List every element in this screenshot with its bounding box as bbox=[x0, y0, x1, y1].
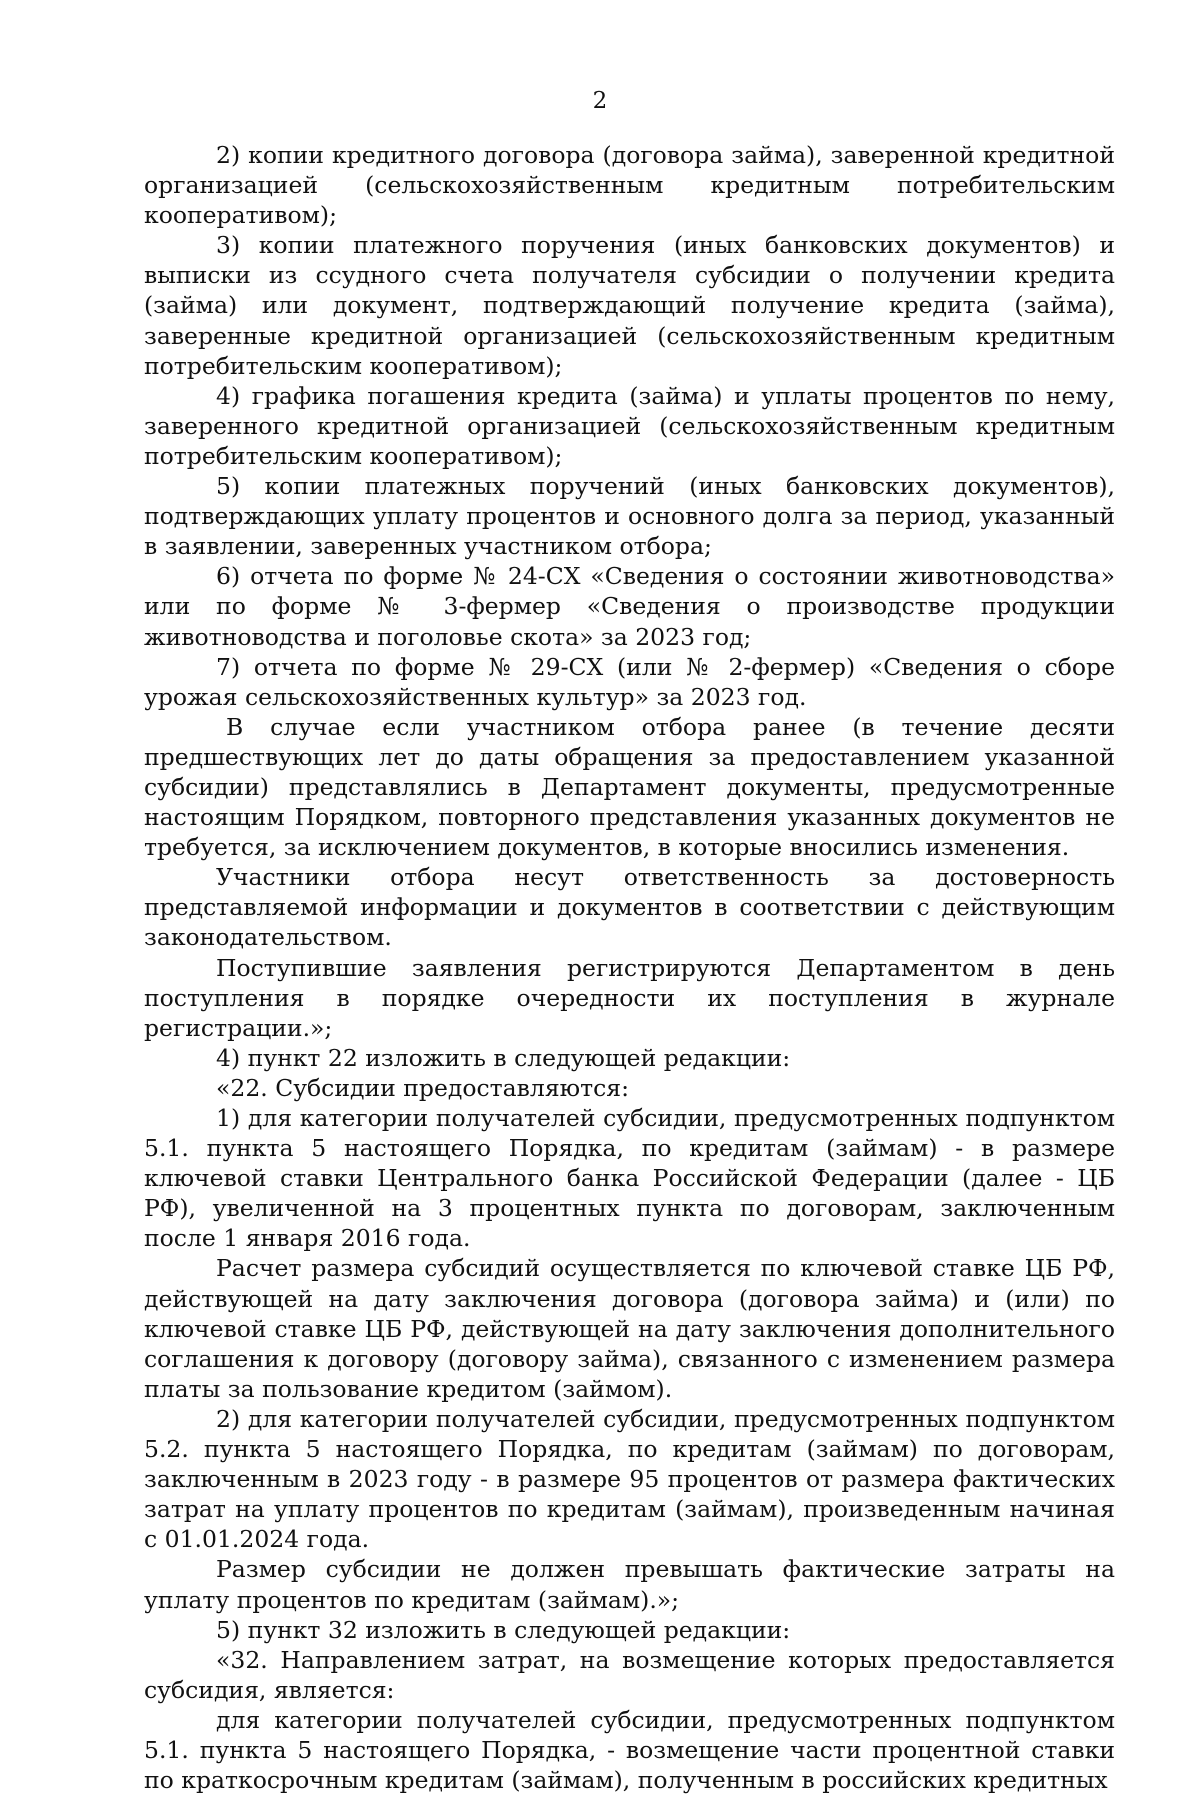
paragraph-subsidy-limit: Размер субсидии не должен превышать фактические затраты на уплату процентов по кредитам (займам).»; bbox=[144, 1555, 1115, 1614]
paragraph-item-6: 6) отчета по форме № 24-СХ «Сведения о состоянии животноводства» или по форме № 3-фермер «Сведения о производстве продукции животноводства и поголовье скота» за 2023 год; bbox=[144, 562, 1115, 651]
paragraph-item-5: 5) копии платежных поручений (иных банковских документов), подтверждающих уплату процентов и основного долга за период, указанный в заявлении, заверенных участником отбора; bbox=[144, 472, 1115, 561]
paragraph-item-7: 7) отчета по форме № 29-СХ (или № 2-фермер) «Сведения о сборе урожая сельскохозяйственных культур» за 2023 год. bbox=[144, 652, 1115, 711]
paragraph-item-3: 3) копии платежного поручения (иных банковских документов) и выписки из ссудного счета получателя субсидии о получении кредита (займа) или документ, подтверждающий получение кредита (займа), заверенные кредитной организацией (сельскохозяйственным кредитным потребительским кооперативом); bbox=[144, 231, 1115, 380]
paragraph-clause-22-item-1: 1) для категории получателей субсидии, предусмотренных подпунктом 5.1. пункта 5 настоящего Порядка, по кредитам (займам) - в размере ключевой ставки Центрального банка Российской Федерации (далее - ЦБ РФ), увеличенной на 3 процентных пункта по договорам, заключенным после 1 января 2016 года. bbox=[144, 1104, 1115, 1253]
paragraph-item-4: 4) графика погашения кредита (займа) и уплаты процентов по нему, заверенного кредитной организацией (сельскохозяйственным кредитным потребительским кооперативом); bbox=[144, 381, 1115, 470]
paragraph-clause-22-item-2: 2) для категории получателей субсидии, предусмотренных подпунктом 5.2. пункта 5 настоящего Порядка, по кредитам (займам) по договорам, заключенным в 2023 году - в размере 95 процентов от размера фактических затрат на уплату процентов по кредитам (займам), произведенным начиная с 01.01.2024 года. bbox=[144, 1404, 1115, 1554]
paragraph-clause-32-category: для категории получателей субсидии, предусмотренных подпунктом 5.1. пункта 5 настоящего Порядка, - возмещение части процентной ставки по краткосрочным кредитам (займам), полученным в российских кредитных bbox=[144, 1705, 1115, 1795]
paragraph-clause-22-heading: «22. Субсидии предоставляются: bbox=[216, 1073, 630, 1102]
paragraph-clause-32-heading: «32. Направлением затрат, на возмещение которых предоставляется субсидия, является: bbox=[144, 1645, 1115, 1704]
paragraph-amendment-22: 4) пункт 22 изложить в следующей редакции: bbox=[216, 1043, 791, 1072]
page-number: 2 bbox=[592, 88, 608, 114]
paragraph-previously-submitted: В случае если участником отбора ранее (в течение десяти предшествующих лет до даты обращения за предоставлением указанной субсидии) представлялись в Департамент документы, предусмотренные настоящим Порядком, повторного представления указанных документов не требуется, за исключением документов, в которые вносились изменения. bbox=[144, 712, 1115, 862]
paragraph-calculation: Расчет размера субсидий осуществляется по ключевой ставке ЦБ РФ, действующей на дату заключения договора (договора займа) и (или) по ключевой ставке ЦБ РФ, действующей на дату заключения дополнительного соглашения к договору (договору займа), связанного с изменением размера платы за пользование кредитом (займом). bbox=[144, 1254, 1115, 1403]
paragraph-responsibility: Участники отбора несут ответственность за достоверность представляемой информации и документов в соответствии с действующим законодательством. bbox=[144, 863, 1115, 952]
paragraph-item-2: 2) копии кредитного договора (договора займа), заверенной кредитной организацией (сельскохозяйственным кредитным потребительским кооперативом); bbox=[144, 141, 1115, 230]
document-body bbox=[144, 140, 1115, 1795]
paragraph-amendment-32: 5) пункт 32 изложить в следующей редакции: bbox=[216, 1615, 791, 1644]
paragraph-registration: Поступившие заявления регистрируются Департаментом в день поступления в порядке очередности их поступления в журнале регистрации.»; bbox=[144, 953, 1115, 1042]
